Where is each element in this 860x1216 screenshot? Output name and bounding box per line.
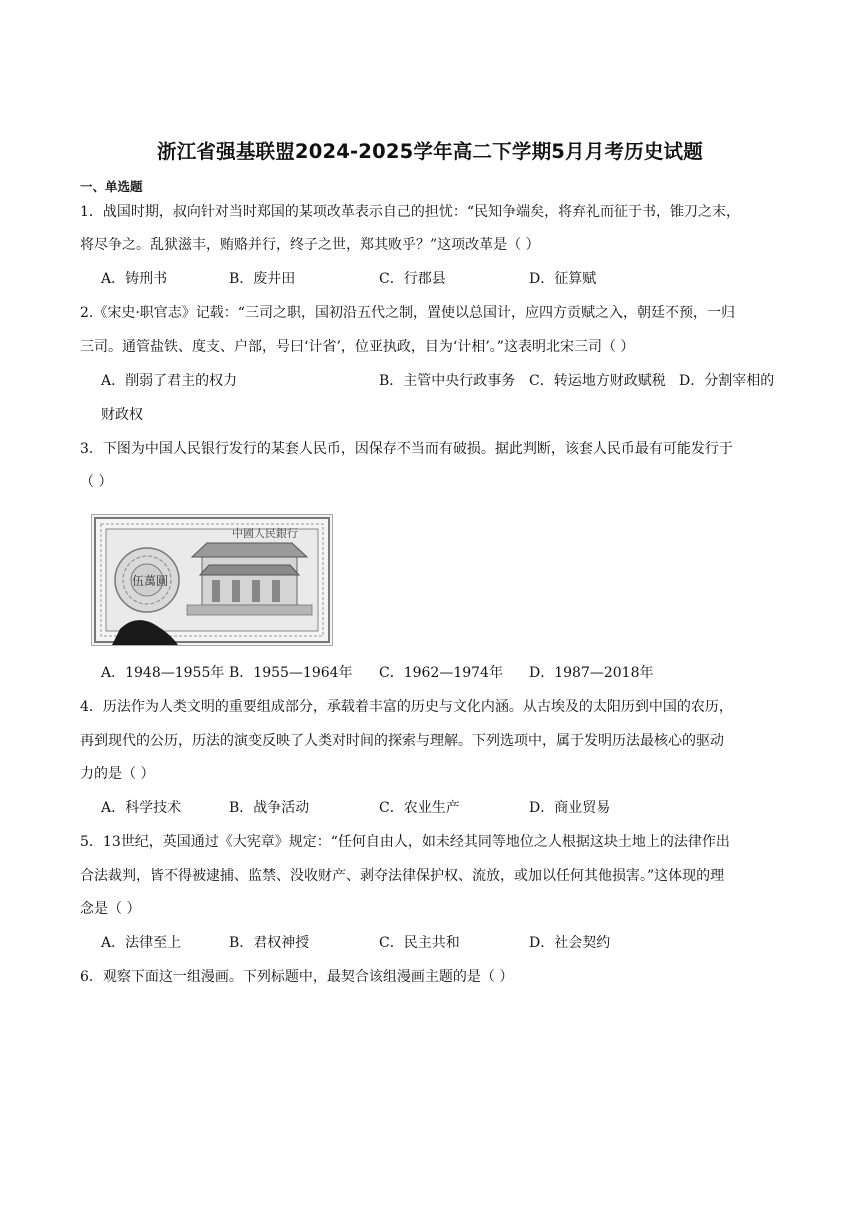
- question-5-line-3: 念是（ ）: [80, 901, 141, 917]
- question-5-line-2: 合法裁判，皆不得被逮捕、监禁、没收财产、剥夺法律保护权、流放，或加以任何其他损害。”这体现的理: [80, 868, 725, 884]
- question-2-option-c: C．转运地方财政赋税: [529, 373, 666, 389]
- question-4-option-a: A．科学技术: [101, 800, 182, 816]
- question-5-option-c: C．民主共和: [379, 935, 460, 951]
- question-2-option-d: D．分割宰相的: [679, 373, 775, 389]
- question-3-option-a: A．1948—1955年: [101, 665, 225, 681]
- question-5-line-1: 5．13世纪，英国通过《大宪章》规定：“任何自由人，如未经其同等地位之人根据这块土地上的法律作出: [80, 834, 730, 850]
- question-3-option-b: B．1955—1964年: [229, 665, 353, 681]
- question-4-option-c: C．农业生产: [379, 800, 460, 816]
- question-4-line-2: 再到现代的公历，历法的演变反映了人类对时间的探索与理解。下列选项中，属于发明历法最核心的驱动: [80, 733, 724, 749]
- banknote-graphic: [92, 515, 332, 645]
- banknote-bank-name: 中國人民銀行: [232, 527, 298, 540]
- question-1-option-c: C．行郡县: [379, 271, 446, 287]
- question-1-option-b: B．废井田: [229, 271, 296, 287]
- question-3-line-1: 3．下图为中国人民银行发行的某套人民币，因保存不当而有破损。据此判断，该套人民币最有可能发行于: [80, 441, 733, 457]
- question-1-line-2: 将尽争之。乱狱滋丰，贿赂并行，终子之世，郑其败乎？”这项改革是（ ）: [80, 237, 540, 253]
- question-4-line-1: 4．历法作为人类文明的重要组成部分，承载着丰富的历史与文化内涵。从古埃及的太阳历到中国的农历，: [80, 699, 733, 715]
- question-2-option-a: A．削弱了君主的权力: [101, 373, 238, 389]
- question-2-option-b: B．主管中央行政事务: [379, 373, 516, 389]
- question-3-line-2: （ ）: [80, 474, 113, 490]
- banknote-denomination: 伍萬圓: [132, 574, 169, 588]
- question-6-line-1: 6．观察下面这一组漫画。下列标题中，最契合该组漫画主题的是（ ）: [80, 969, 514, 985]
- question-2-line-1: 2.《宋史·职官志》记载：“三司之职，国初沿五代之制，置使以总国计，应四方贡赋之入，朝廷不预，一归: [80, 305, 735, 321]
- question-5-option-a: A．法律至上: [101, 935, 182, 951]
- question-1-option-d: D．征算赋: [529, 271, 597, 287]
- question-1-option-a: A．铸刑书: [101, 271, 168, 287]
- question-2-line-2: 三司。通管盐铁、度支、户部，号曰‘计省’，位亚执政，目为‘计相’。”这表明北宋三司（ ）: [80, 339, 635, 355]
- question-5-option-d: D．社会契约: [529, 935, 611, 951]
- question-3-option-d: D．1987—2018年: [529, 665, 654, 681]
- question-3-option-c: C．1962—1974年: [379, 665, 503, 681]
- question-2-option-d-continued: 财政权: [101, 407, 143, 423]
- banknote-image: [91, 514, 333, 646]
- section-heading: 一、单选题: [80, 179, 143, 194]
- question-4-option-d: D．商业贸易: [529, 800, 611, 816]
- question-4-line-3: 力的是（ ）: [80, 766, 155, 782]
- tiananmen-gate-icon: [187, 543, 312, 615]
- page-title: 浙江省强基联盟2024-2025学年高二下学期5月月考历史试题: [157, 140, 703, 163]
- question-1-line-1: 1．战国时期，叔向针对当时郑国的某项改革表示自己的担忧：“民知争端矣，将弃礼而征于书，锥刀之末，: [80, 204, 741, 220]
- question-5-option-b: B．君权神授: [229, 935, 310, 951]
- question-4-option-b: B．战争活动: [229, 800, 310, 816]
